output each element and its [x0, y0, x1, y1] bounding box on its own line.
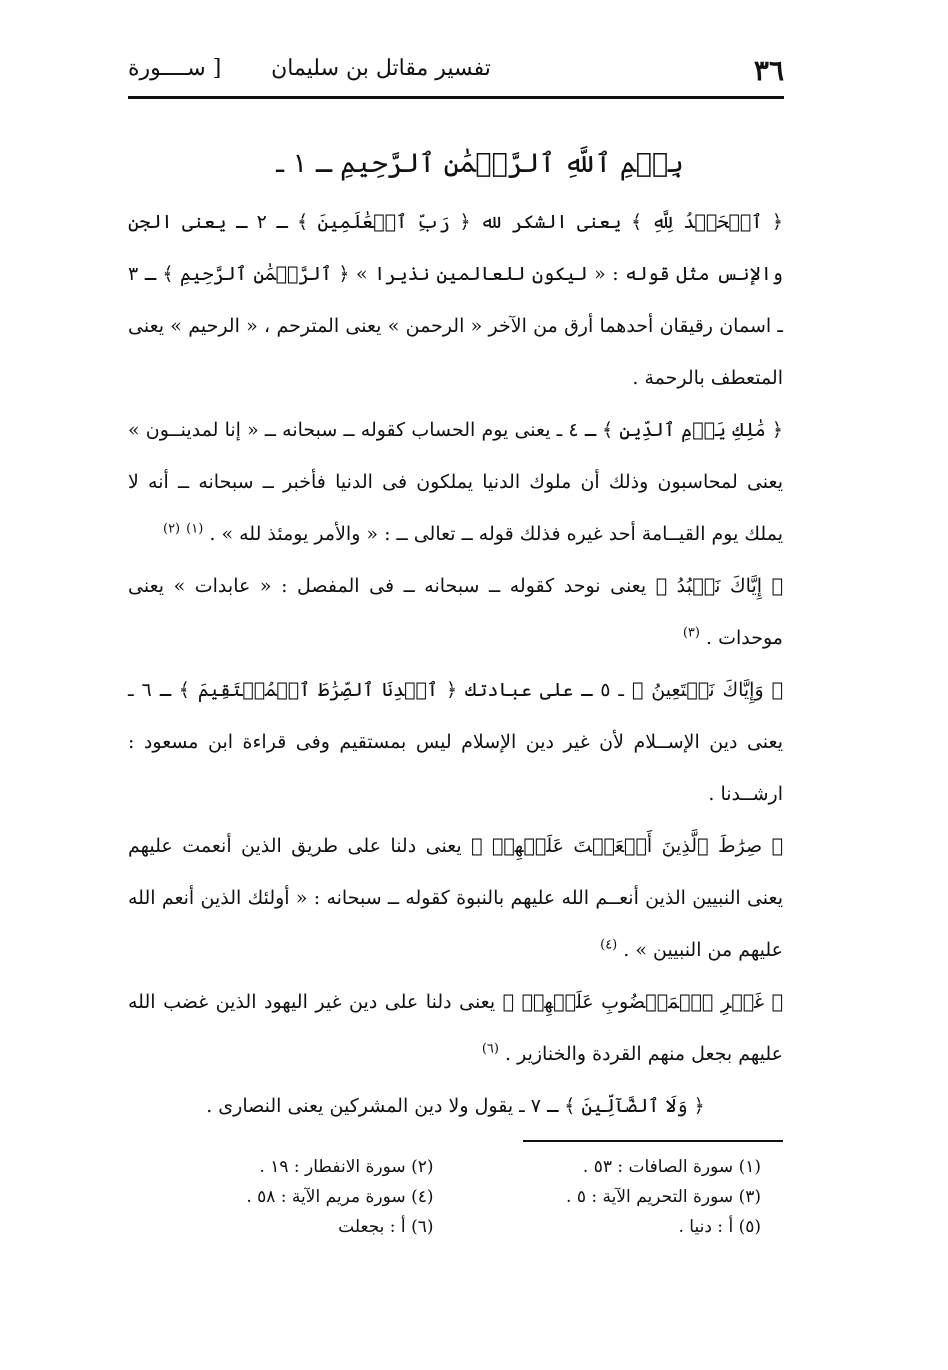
footnote-number: (٥) — [738, 1217, 761, 1237]
paragraph-verse-5a — [128, 560, 783, 664]
paragraph-verse-4 — [128, 404, 783, 560]
footnote-6 — [128, 1212, 456, 1242]
note-ref-4: (٤) — [600, 937, 618, 953]
paragraph-text: ﴿ مَٰلِكِ يَوۡمِ ٱلدِّينِ ﴾ ـ ٤ ـ يعنى يوم الحساب كقوله ــ سبحانه ــ « إنا لمدينــون » يعنى لمحاسبون وذلك أن ملوك الدنيا يملكون فى الدنيا فأخبر ــ سبحانه ــ أنه لا يملك يوم القيــامة أحد غيره فذلك قوله ــ تعالى ــ : « والأمر يومئذ لله » . — [128, 419, 783, 545]
footnote-2 — [128, 1152, 456, 1182]
footnote-number: (٦) — [411, 1217, 434, 1237]
footnote-1 — [456, 1152, 784, 1182]
paragraph-verse-5b-6: ﴿ وَإِيَّاكَ نَسۡتَعِينُ ﴾ ـ ٥ ـ على عبادتك ﴿ ٱهۡدِنَا ٱلصِّرَٰطَ ٱلۡمُسۡتَقِيمَ ﴾ ـ ٦ ـ يعنى دين الإســلام لأن غير دين الإسلام ليس بمستقيم وفى قراءة ابن مسعود : ارشــدنا . — [128, 679, 783, 805]
paragraph-text: ﴿ غَيۡرِ ٱلۡمَغۡضُوبِ عَلَيۡهِمۡ ﴾ يعنى دلنا على دين غير اليهود الذين غضب الله عليهم بجعل منهم القردة والخنازير . — [128, 991, 783, 1065]
footnote-divider — [523, 1140, 783, 1142]
footnote-row — [128, 1182, 783, 1212]
paragraph-text: ﴿ إِيَّاكَ نَعۡبُدُ ﴾ يعنى نوحد كقوله ــ سبحانه ــ فى المفصل : « عابدات » يعنى موحدات . — [128, 575, 783, 649]
footnote-row — [128, 1152, 783, 1182]
footnote-5 — [456, 1212, 784, 1242]
footnote-text: سورة التحريم الآية : ٥ . — [566, 1187, 734, 1207]
note-ref-6: (٦) — [481, 1041, 499, 1057]
basmala: بِسۡمِ ٱللَّهِ ٱلرَّحۡمَٰنِ ٱلرَّحِيمِ ـ ١ ـ — [276, 148, 684, 179]
note-ref-1: (١) — [186, 521, 204, 537]
footnote-3 — [456, 1182, 784, 1212]
footnote-text: سورة مريم الآية : ٥٨ . — [246, 1187, 406, 1207]
note-ref-3: (٣) — [682, 625, 700, 641]
footnote-number: (٤) — [411, 1187, 434, 1207]
paragraph-verse-7a — [128, 820, 783, 976]
surah-label: [ ســــورة — [128, 56, 222, 81]
page-number: ٣٦ — [753, 54, 784, 87]
footnote-number: (٣) — [738, 1187, 761, 1207]
footnote-number: (٢) — [411, 1157, 434, 1177]
paragraph-verse-7c: ﴿ وَلَا ٱلضَّآلِّينَ ﴾ ـ ٧ ـ يقول ولا دين المشركين يعنى النصارى . — [206, 1095, 705, 1117]
paragraph-text: ﴿ صِرَٰطَ ٱلَّذِينَ أَنۡعَمۡتَ عَلَيۡهِمۡ ﴾ يعنى دلنا على طريق الذين أنعمت عليهم يعنى النبيين الذين أنعــم الله عليهم بالنبوة كقوله ــ سبحانه : « أولئك الذين أنعم الله عليهم من النبيين » . — [128, 835, 783, 961]
footnote-text: أ : بجعلت — [338, 1217, 406, 1237]
footnote-text: أ : دنيا . — [678, 1217, 734, 1237]
footnotes — [128, 1152, 783, 1242]
footnote-number: (١) — [738, 1157, 761, 1177]
paragraph-verse-7b — [128, 976, 783, 1080]
footnote-text: سورة الانفطار : ١٩ . — [259, 1157, 406, 1177]
footnote-text: سورة الصافات : ٥٣ . — [582, 1157, 734, 1177]
commentary-body — [128, 196, 783, 1132]
paragraph-verse-2-3: ﴿ ٱلۡحَمۡدُ لِلَّهِ ﴾ يعنى الشكر لله ﴿ رَبِّ ٱلۡعَٰلَمِينَ ﴾ ـ ٢ ـ يعنى الجن والإنس مثل قوله : « ليكون للعالمين نذيرا » ﴿ ٱلرَّحۡمَٰنِ ٱلرَّحِيمِ ﴾ ـ ٣ ـ اسمان رقيقان أحدهما أرق من الآخر « الرحمن » يعنى المترحم ، « الرحيم » يعنى المتعطف بالرحمة . — [128, 211, 783, 389]
footnote-4 — [128, 1182, 456, 1212]
page-header — [128, 50, 784, 99]
note-ref-2: (٢) — [162, 521, 181, 537]
book-title: تفسير مقاتل بن سليمان — [271, 56, 491, 81]
footnote-row — [128, 1212, 783, 1242]
